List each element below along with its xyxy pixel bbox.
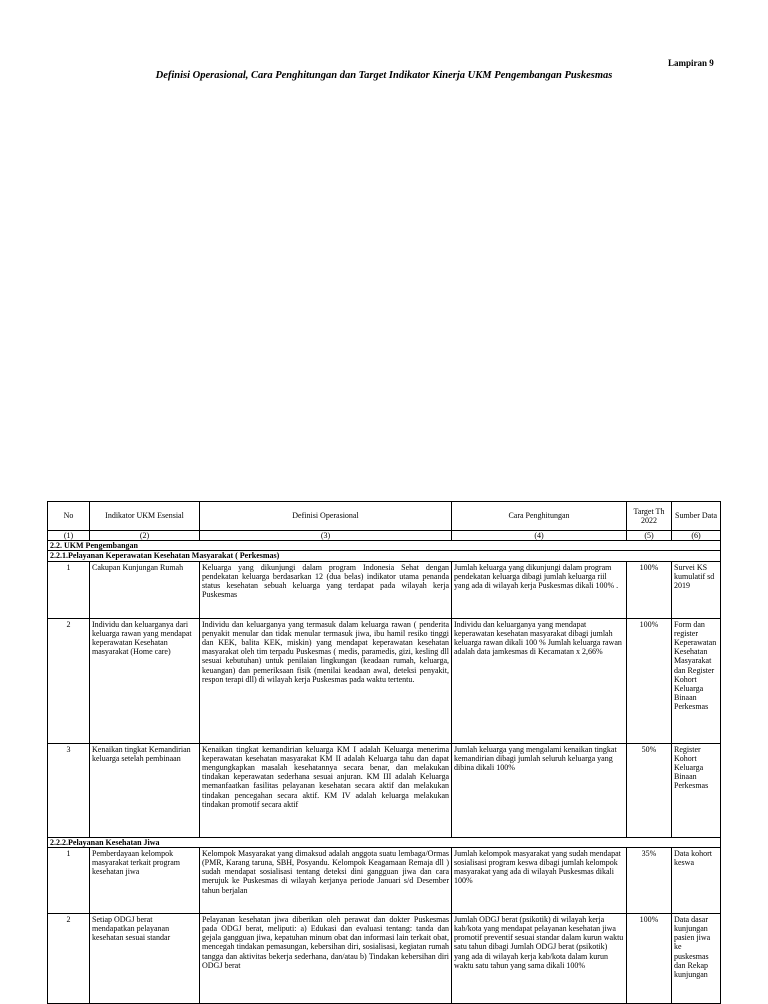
row-cara: Jumlah keluarga yang mengalami kenaikan tingkat kemandirian dibagi jumlah seluruh keluarga yang dibina dikali 100% — [452, 743, 627, 837]
row-indikator: Pemberdayaan kelompok masyarakat terkait program kesehatan jiwa — [90, 847, 200, 913]
document-title: Definisi Operasional, Cara Penghitungan dan Target Indikator Kinerja UKM Pengembangan Puskesmas — [155, 70, 613, 81]
row-definisi: Kenaikan tingkat kemandirian keluarga KM I adalah Keluarga menerima keperawatan kesehatan masyarakat KM II adalah Keluarga tahu dan dapat mengungkapkan masalah kesehatannya secara benar, dan melakukan tindakan keperawatan sederhana sesuai anjuran. KM III adalah Keluarga memanfaatkan fasilitas pelayanan kesehatan secara aktif dan melakukan tindakan pencegahan secara aktif. KM IV adalah keluarga melakukan tindakan promotif secara aktif — [200, 743, 452, 837]
row-cara: Jumlah ODGJ berat (psikotik) di wilayah kerja kab/kota yang mendapat pelayanan kesehatan jiwa promotif preventif sesuai standar dalam kurun waktu satu tahun dibagi Jumlah ODGJ berat (psikotik) yang ada di wilayah kerja kab/kota dalam kurun waktu satu tahun yang sama dikali 100% — [452, 913, 627, 1003]
row-no: 1 — [48, 847, 90, 913]
row-sumber: Data dasar kunjungan pasien jiwa ke puskesmas dan Rekap kunjungan — [672, 913, 721, 1003]
indicator-table — [47, 501, 721, 1004]
row-indikator: Individu dan keluarganya dari keluarga rawan yang mendapat keperawatan Kesehatan masyarakat (Home care) — [90, 618, 200, 743]
row-no: 1 — [48, 561, 90, 618]
row-sumber: Form dan register Keperawatan Kesehatan Masyarakat dan Register Kohort Keluarga Binaan Perkesmas — [672, 618, 721, 743]
row-definisi: Individu dan keluarganya yang termasuk dalam keluarga rawan ( penderita penyakit menular dan tidak menular termasuk jiwa, ibu hamil resiko tinggi dan KEK, balita KEK, miskin) yang mendapat keperawatan kesehatan masyarakat oleh tim terpadu Puskesmas ( medis, paramedis, gizi, kesling dll sesuai kebutuhan) untuk penilaian lingkungan (keadaan rumah, keluarga, keuangan) dan pemeriksaan fisik (menilai keadaan awal, deteksi penyakit, respon terapi dll) di wilayah kerja Puskesmas pada waktu tertentu. — [200, 618, 452, 743]
col-number: (3) — [200, 531, 452, 541]
col-number: (1) — [48, 531, 90, 541]
row-indikator: Setiap ODGJ berat mendapatkan pelayanan kesehatan sesuai standar — [90, 913, 200, 1003]
row-definisi: Keluarga yang dikunjungi dalam program Indonesia Sehat dengan pendekatan keluarga berdasarkan 12 (dua belas) indikator utama penanda status kesehatan sebuah keluarga yang terdapat pada wilayah kerja Puskesmas — [200, 561, 452, 618]
table-row — [48, 618, 721, 743]
row-target: 100% — [627, 913, 672, 1003]
appendix-label: Lampiran 9 — [668, 58, 714, 68]
row-indikator: Kenaikan tingkat Kemandirian keluarga setelah pembinaan — [90, 743, 200, 837]
col-number: (5) — [627, 531, 672, 541]
row-cara: Jumlah kelompok masyarakat yang sudah mendapat sosialisasi program keswa dibagi jumlah kelompok masyarakat yang ada di wilayah Puskesmas dikali 100% — [452, 847, 627, 913]
col-number: (6) — [672, 531, 721, 541]
row-sumber: Survei KS kumulatif sd 2019 — [672, 561, 721, 618]
col-header-indikator: Indikator UKM Esensial — [90, 502, 200, 531]
row-target: 50% — [627, 743, 672, 837]
table-row — [48, 847, 721, 913]
table-row — [48, 561, 721, 618]
row-definisi: Pelayanan kesehatan jiwa diberikan oleh perawat dan dokter Puskesmas pada ODGJ berat, meliputi: a) Edukasi dan evaluasi tentang: tanda dan gejala gangguan jiwa, kepatuhan minum obat dan informasi lain terkait obat, mencegah tindakan pemasungan, kebersihan diri, sosialisasi, kegiatan rumah tangga dan aktivitas bekerja sederhana, dan/atau b) Tindakan kebersihan diri ODGJ berat — [200, 913, 452, 1003]
col-header-cara: Cara Penghitungan — [452, 502, 627, 531]
col-number: (2) — [90, 531, 200, 541]
row-target: 100% — [627, 618, 672, 743]
col-header-target: Target Th 2022 — [627, 502, 672, 531]
col-number: (4) — [452, 531, 627, 541]
row-sumber: Data kohort keswa — [672, 847, 721, 913]
row-target: 35% — [627, 847, 672, 913]
table-row — [48, 913, 721, 1003]
col-header-definisi: Definisi Operasional — [200, 502, 452, 531]
col-header-sumber: Sumber Data — [672, 502, 721, 531]
section-title-perkesmas: 2.2.1.Pelayanan Keperawatan Kesehatan Masyarakat ( Perkesmas) — [48, 551, 721, 561]
row-definisi: Kelompok Masyarakat yang dimaksud adalah anggota suatu lembaga/Ormas (PMR, Karang taruna, SBH, Posyandu. Kelompok Keagamaan Remaja dll ) sudah mendapat sosialisasi tentang deteksi dini gangguan jiwa dan cara merujuk ke Puskesmas di wilayah kerjanya periode Januari s/d Desember tahun berjalan — [200, 847, 452, 913]
section-heading-row — [48, 541, 721, 551]
section-main-title: 2.2. UKM Pengembangan — [48, 541, 721, 551]
col-header-no: No — [48, 502, 90, 531]
row-sumber: Register Kohort Keluarga Binaan Perkesmas — [672, 743, 721, 837]
row-cara: Individu dan keluarganya yang mendapat keperawatan kesehatan masyarakat dibagi jumlah keluarga rawan dikali 100 % Jumlah keluarga rawan adalah data jamkesmas di Kecamatan x 2,66% — [452, 618, 627, 743]
row-no: 2 — [48, 618, 90, 743]
section-title-keswa: 2.2.2.Pelayanan Kesehatan Jiwa — [48, 837, 721, 847]
row-no: 2 — [48, 913, 90, 1003]
table-column-number-row — [48, 531, 721, 541]
section-heading-row — [48, 551, 721, 561]
table-row — [48, 743, 721, 837]
row-no: 3 — [48, 743, 90, 837]
table-header-row — [48, 502, 721, 531]
row-target: 100% — [627, 561, 672, 618]
section-heading-row — [48, 837, 721, 847]
row-indikator: Cakupan Kunjungan Rumah — [90, 561, 200, 618]
row-cara: Jumlah keluarga yang dikunjungi dalam program pendekatan keluarga dibagi jumlah keluarga riil yang ada di wilayah kerja Puskesmas dikali 100% . — [452, 561, 627, 618]
